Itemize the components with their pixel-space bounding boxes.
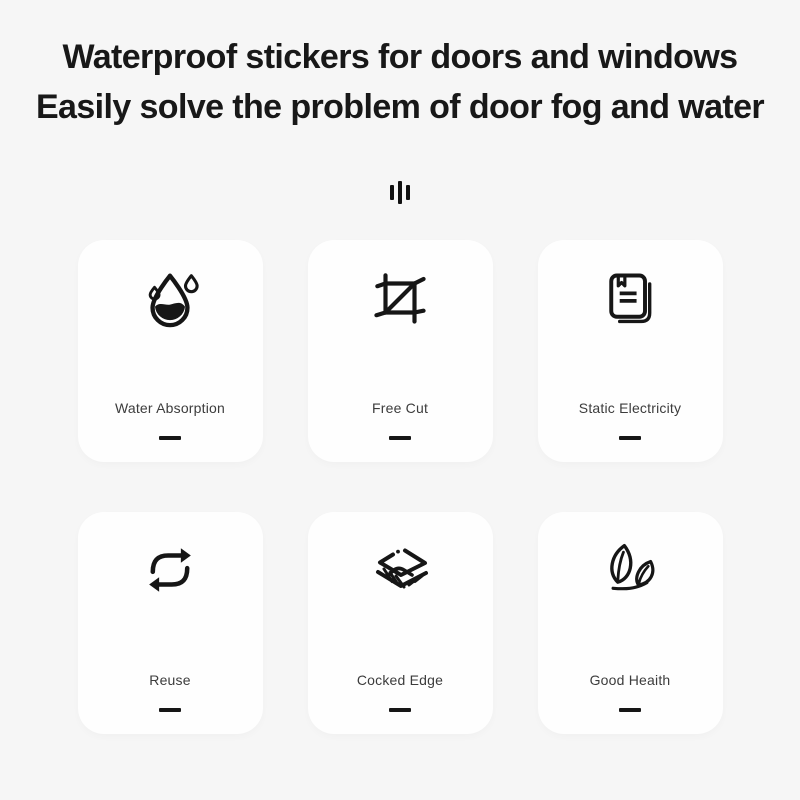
feature-card-water-absorption <box>78 240 263 462</box>
crop-icon <box>368 266 432 330</box>
page-title-line2: Easily solve the problem of door fog and water <box>35 88 765 126</box>
underline-dash <box>389 436 411 440</box>
feature-card-static-electricity <box>538 240 723 462</box>
header <box>0 0 800 132</box>
water-drop-icon <box>138 266 202 330</box>
underline-dash <box>389 708 411 712</box>
feature-label: Free Cut <box>371 400 429 416</box>
feature-card-good-health <box>538 512 723 734</box>
underline-dash <box>159 436 181 440</box>
bar-left <box>390 185 394 200</box>
feature-label: Reuse <box>149 672 191 688</box>
bar-right <box>406 185 410 200</box>
feature-label: Cocked Edge <box>356 672 444 688</box>
underline-dash <box>619 436 641 440</box>
feature-label: Water Absorption <box>114 400 226 416</box>
layered-sheets-icon <box>368 538 432 602</box>
underline-dash <box>619 708 641 712</box>
feature-label: Good Heaith <box>589 672 671 688</box>
page-title-line1: Waterproof stickers for doors and windows <box>62 38 738 76</box>
leaves-icon <box>598 538 662 602</box>
feature-card-reuse <box>78 512 263 734</box>
feature-card-free-cut <box>308 240 493 462</box>
bar-middle <box>398 181 402 204</box>
vertical-bars-icon <box>0 180 800 204</box>
repeat-arrows-icon <box>138 538 202 602</box>
feature-card-cocked-edge <box>308 512 493 734</box>
feature-grid <box>0 240 800 734</box>
underline-dash <box>159 708 181 712</box>
feature-label: Static Electricity <box>578 400 682 416</box>
stacked-pages-icon <box>598 266 662 330</box>
